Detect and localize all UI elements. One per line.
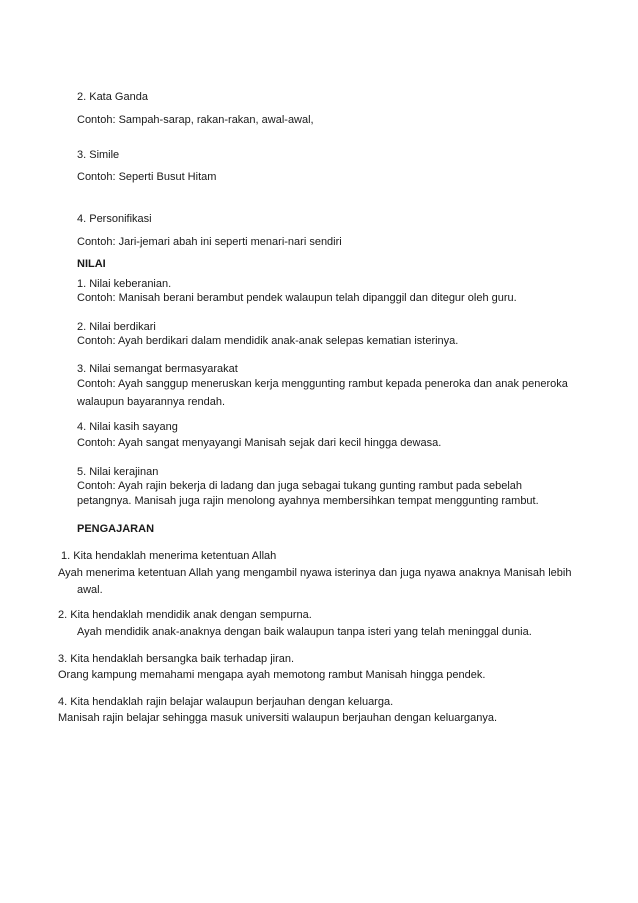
nilai-item-line: petangnya. Manisah juga rajin menolong ayahnya membersihkan tempat menggunting rambut. (77, 495, 539, 507)
nilai-item-line: Contoh: Manisah berani berambut pendek walaupun telah dipanggil dan ditegur oleh guru. (77, 292, 517, 304)
nilai-item-title: 2. Nilai berdikari (77, 321, 156, 333)
nilai-item-title: 3. Nilai semangat bermasyarakat (77, 363, 238, 375)
pengajaran-item-title: 1. Kita hendaklah menerima ketentuan Allah (61, 550, 277, 562)
pengajaran-item-line: Manisah rajin belajar sehingga masuk universiti walaupun berjauhan dengan keluarganya. (58, 712, 498, 724)
nilai-item-line: walaupun bayarannya rendah. (77, 396, 226, 408)
simile-title: 3. Simile (77, 149, 120, 161)
personifikasi-title: 4. Personifikasi (77, 213, 152, 225)
pengajaran-item-line: Orang kampung memahami mengapa ayah memotong rambut Manisah hingga pendek. (58, 669, 486, 681)
nilai-item-line: Contoh: Ayah sangat menyayangi Manisah sejak dari kecil hingga dewasa. (77, 437, 442, 449)
pengajaran-item-title: 2. Kita hendaklah mendidik anak dengan sempurna. (58, 609, 312, 621)
simile-example: Contoh: Seperti Busut Hitam (77, 171, 217, 183)
kata-ganda-example: Contoh: Sampah-sarap, rakan-rakan, awal-awal, (77, 114, 314, 126)
nilai-item-title: 1. Nilai keberanian. (77, 278, 172, 290)
personifikasi-example: Contoh: Jari-jemari abah ini seperti menari-nari sendiri (77, 236, 342, 248)
nilai-heading: NILAI (77, 258, 106, 270)
nilai-item-line: Contoh: Ayah sanggup meneruskan kerja menggunting rambut kepada peneroka dan anak peneroka (77, 378, 568, 390)
nilai-item-line: Contoh: Ayah berdikari dalam mendidik anak-anak selepas kematian isterinya. (77, 335, 459, 347)
pengajaran-item-line: awal. (77, 584, 103, 596)
nilai-item-title: 4. Nilai kasih sayang (77, 421, 178, 433)
pengajaran-item-line: Ayah menerima ketentuan Allah yang mengambil nyawa isterinya dan juga nyawa anaknya Manisah lebih (58, 567, 572, 579)
pengajaran-item-title: 3. Kita hendaklah bersangka baik terhadap jiran. (58, 653, 295, 665)
pengajaran-item-title: 4. Kita hendaklah rajin belajar walaupun berjauhan dengan keluarga. (58, 696, 394, 708)
nilai-item-title: 5. Nilai kerajinan (77, 466, 159, 478)
nilai-item-line: Contoh: Ayah rajin bekerja di ladang dan juga sebagai tukang gunting rambut pada sebelah (77, 480, 523, 492)
kata-ganda-title: 2. Kata Ganda (77, 91, 148, 103)
pengajaran-item-line: Ayah mendidik anak-anaknya dengan baik walaupun tanpa isteri yang telah meninggal dunia. (77, 626, 532, 638)
pengajaran-heading: PENGAJARAN (77, 523, 155, 535)
